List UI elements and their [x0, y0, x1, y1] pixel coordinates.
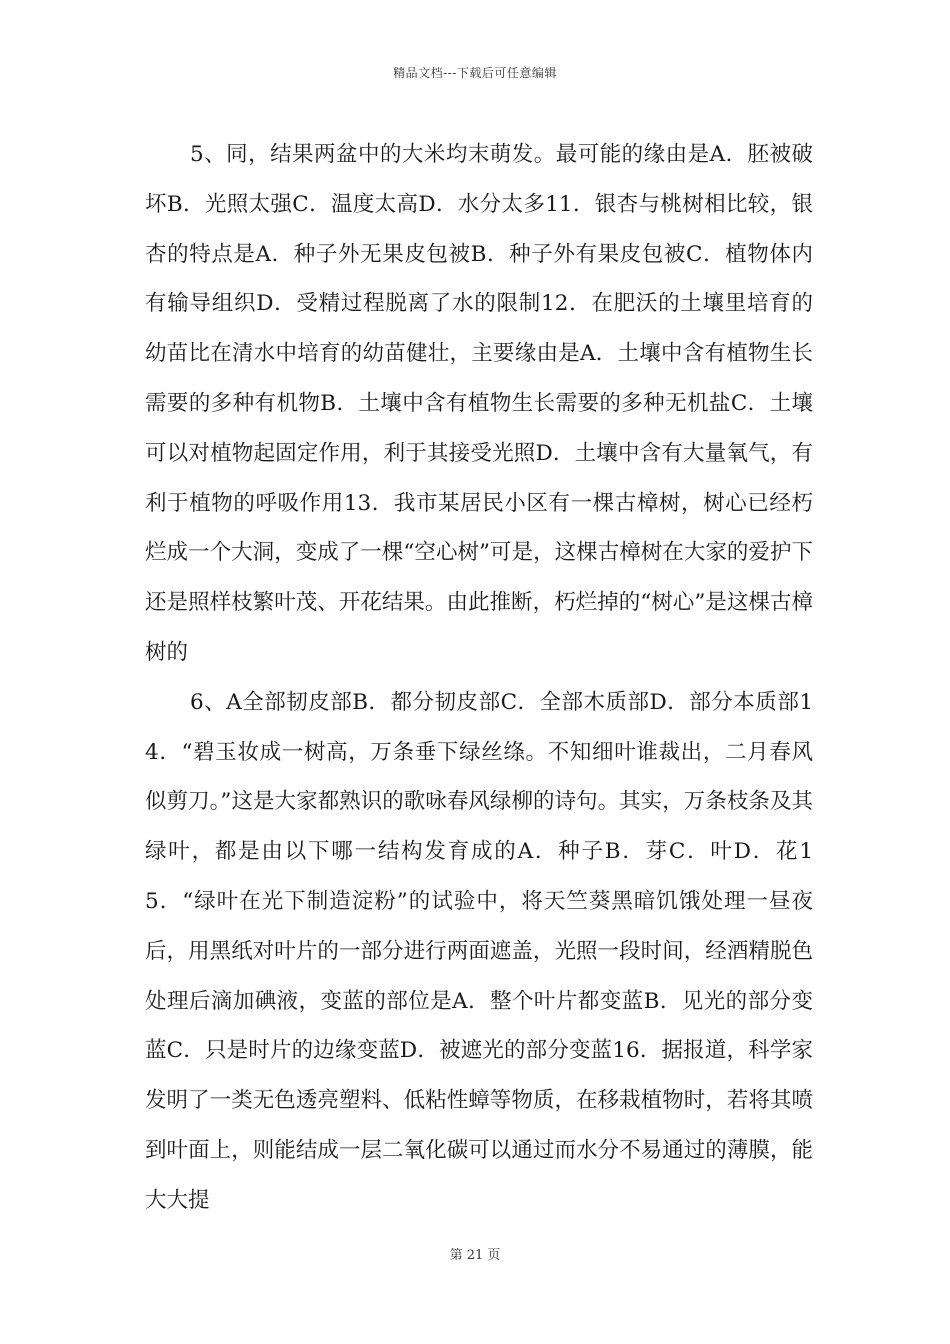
- page-header: 精品文档---下载后可任意编辑: [393, 66, 557, 80]
- paragraph-5: 5、同，结果两盆中的大米均末萌发。最可能的缘由是A．胚被破坏B．光照太强C．温度太高D．水分太多11．银杏与桃树相比较，银杏的特点是A．种子外无果皮包被B．种子外有果皮包被C．植物体内有输导组织D．受精过程脱离了水的限制12．在肥沃的土壤里培育的幼苗比在清水中培育的幼苗健壮，主要缘由是A．土壤中含有植物生长需要的多种有机物B．土壤中含有植物生长需要的多种无机盐C．土壤可以对植物起固定作用，利于其接受光照D．土壤中含有大量氧气，有利于植物的呼吸作用13．我市某居民小区有一棵古樟树，树心已经朽烂成一个大洞，变成了一棵“空心树”可是，这棵古樟树在大家的爱护下还是照样枝繁叶茂、开花结果。由此推断，朽烂掉的“树心”是这棵古樟树的: [145, 142, 813, 665]
- document-body: [145, 130, 813, 1226]
- paragraph-6: 6、A全部韧皮部B．都分韧皮部C．全部木质部D．部分本质部14．“碧玉妆成一树高，万条垂下绿丝绦。不知细叶谁裁出，二月春风似剪刀。”这是大家都熟识的歌咏春风绿柳的诗句。其实，万条枝条及其绿叶，都是由以下哪一结构发育成的A．种子B．芽C．叶D．花15．“绿叶在光下制造淀粉”的试验中，将天竺葵黑暗饥饿处理一昼夜后，用黑纸对叶片的一部分进行两面遮盖，光照一段时间，经酒精脱色处理后滴加碘液，变蓝的部位是A．整个叶片都变蓝B．见光的部分变蓝C．只是时片的边缘变蓝D．被遮光的部分变蓝16．据报道，科学家发明了一类无色透亮塑料、低粘性蟑等物质，在移栽植物时，若将其喷到叶面上，则能结成一层二氧化碳可以通过而水分不易通过的薄膜，能大大提: [145, 689, 813, 1213]
- page-number: 第 21 页: [449, 1248, 501, 1263]
